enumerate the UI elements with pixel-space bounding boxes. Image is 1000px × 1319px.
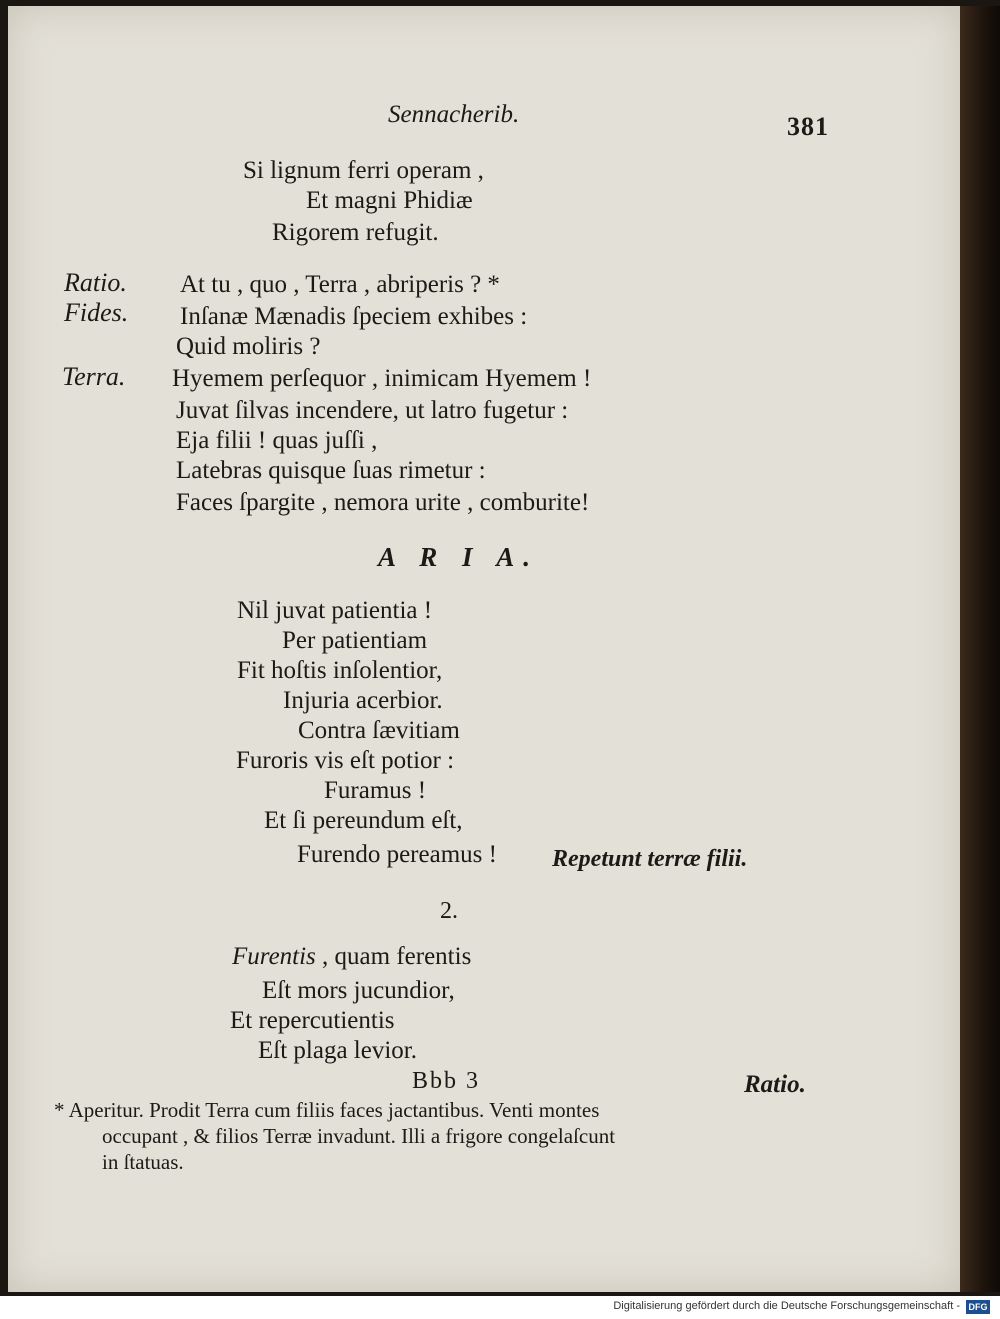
emphasized-word: Furentis <box>232 943 316 970</box>
dfg-logo-icon: DFG <box>966 1300 990 1314</box>
aria-line: Per patientiam <box>282 627 428 654</box>
speaker-terra: Terra. <box>62 362 126 391</box>
stage-direction: Repetunt terræ filii. <box>552 846 748 872</box>
verse-line: Rigorem refugit. <box>272 219 439 246</box>
aria-heading: A R I A. <box>378 542 540 572</box>
catchword: Ratio. <box>744 1071 806 1098</box>
aria-line: Et repercutientis <box>230 1007 395 1034</box>
aria-line: Furamus ! <box>324 777 427 804</box>
aria-line: Nil juvat patientia ! <box>237 597 433 624</box>
aria-line: Fit hoſtis inſolentior, <box>237 657 443 684</box>
dialogue-line: Eja filii ! quas juſſi , <box>176 427 378 454</box>
running-title: Sennacherib. <box>388 101 520 128</box>
verse-line: Et magni Phidiæ <box>306 187 473 214</box>
dialogue-line: Latebras quisque ſuas rimetur : <box>176 457 486 484</box>
dialogue-line: Juvat ſilvas incendere, ut latro fugetur : <box>176 397 569 424</box>
speaker-fides: Fides. <box>64 298 129 327</box>
dialogue-line: Quid moliris ? <box>176 333 321 360</box>
speaker-ratio: Ratio. <box>64 268 127 297</box>
dialogue-line: At tu , quo , Terra , abriperis ? * <box>180 271 500 298</box>
aria-line: Eſt plaga levior. <box>258 1037 417 1064</box>
footnote-line: in ſtatuas. <box>102 1150 184 1174</box>
line-rest: , quam ferentis <box>315 943 472 970</box>
aria-line: Furendo pereamus ! <box>297 841 497 868</box>
page-number: 381 <box>787 112 829 141</box>
aria-line: Et ſi pereundum eſt, <box>264 807 463 834</box>
dialogue-line: Faces ſpargite , nemora urite , comburite! <box>176 489 590 516</box>
footnote-line: occupant , & filios Terræ invadunt. Illi a frigore congelaſcunt <box>102 1124 616 1148</box>
aria-line <box>232 942 471 972</box>
verse-line: Si lignum ferri operam , <box>243 157 484 184</box>
aria-line: Eſt mors jucundior, <box>262 977 455 1004</box>
stanza-number: 2. <box>440 898 458 924</box>
signature-mark: Bbb 3 <box>412 1068 481 1094</box>
book-spine <box>960 6 1000 1292</box>
dialogue-line: Hyemem perſequor , inimicam Hyemem ! <box>172 365 592 392</box>
funding-credit: Digitalisierung gefördert durch die Deutsche Forschungsgemeinschaft - <box>613 1300 960 1312</box>
aria-line: Injuria acerbior. <box>283 687 443 714</box>
aria-line: Contra ſævitiam <box>298 717 460 744</box>
aria-line: Furoris vis eſt potior : <box>236 747 455 774</box>
footnote-line: * Aperitur. Prodit Terra cum filiis faces jactantibus. Venti montes <box>54 1098 600 1122</box>
dialogue-line: Inſanæ Mænadis ſpeciem exhibes : <box>180 303 528 330</box>
